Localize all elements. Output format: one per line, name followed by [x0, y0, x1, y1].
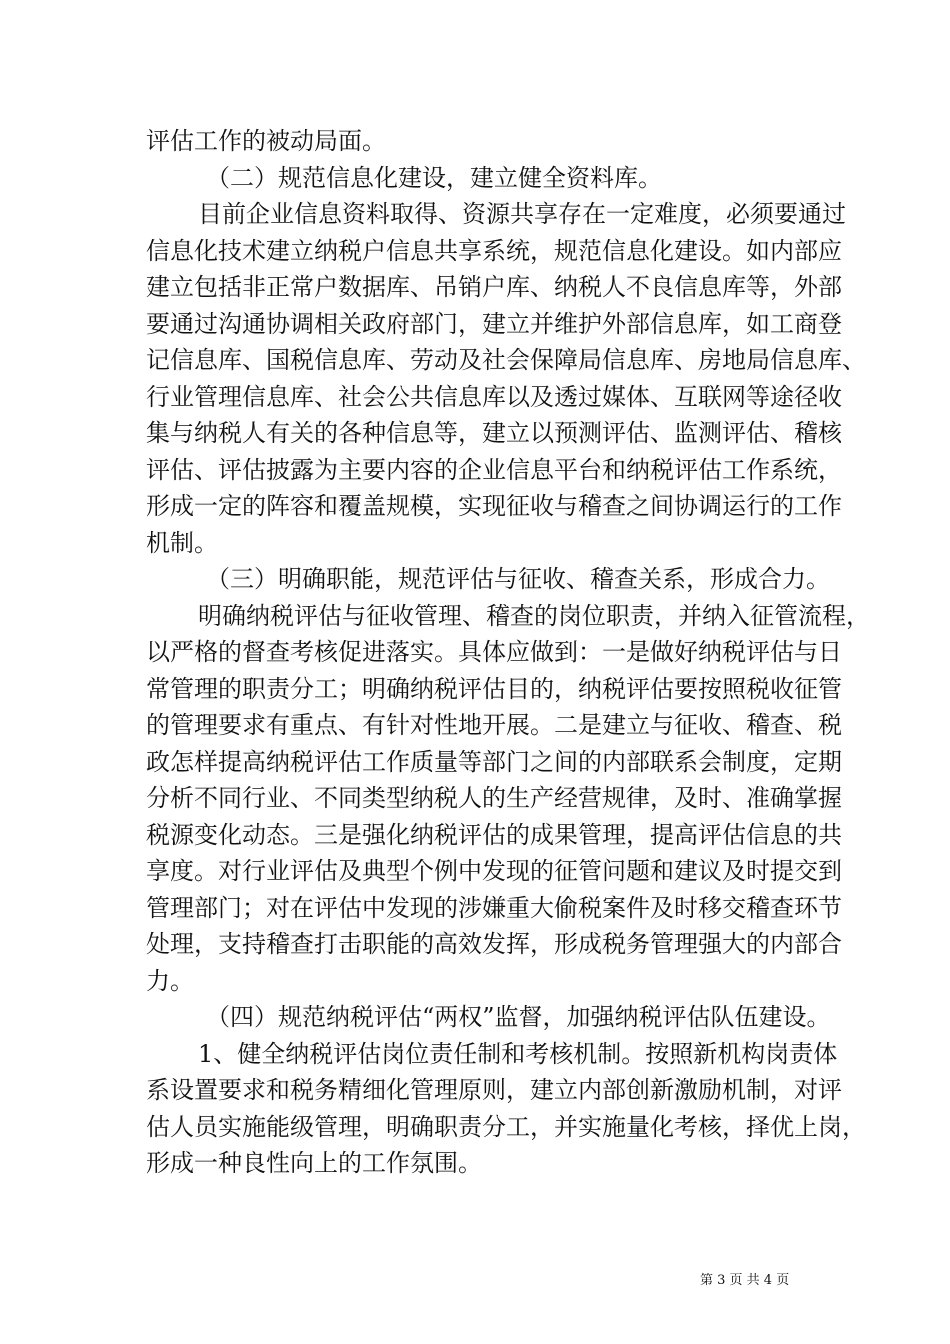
text-line: 集与纳税人有关的各种信息等，建立以预测评估、监测评估、稽核 [146, 419, 842, 447]
text-line: 评估、评估披露为主要内容的企业信息平台和纳税评估工作系统， [146, 456, 842, 484]
text-line: 政怎样提高纳税评估工作质量等部门之间的内部联系会制度，定期 [146, 748, 842, 776]
text-line: 评估工作的被动局面。 [146, 127, 386, 155]
text-line: 形成一种良性向上的工作氛围。 [146, 1149, 482, 1177]
text-line: 要通过沟通协调相关政府部门，建立并维护外部信息库，如工商登 [146, 310, 842, 338]
text-line: 1、健全纳税评估岗位责任制和考核机制。按照新机构岗责体 [198, 1040, 838, 1068]
text-line: 机制。 [146, 529, 218, 557]
text-line: 记信息库、国税信息库、劳动及社会保障局信息库、房地局信息库、 [146, 346, 866, 374]
section-heading: （二）规范信息化建设，建立健全资料库。 [206, 164, 662, 192]
text-line: 形成一定的阵容和覆盖规模，实现征收与稽查之间协调运行的工作 [146, 492, 842, 520]
text-line: 力。 [146, 967, 194, 995]
text-line: 目前企业信息资料取得、资源共享存在一定难度，必须要通过 [198, 200, 846, 228]
text-line: 享度。对行业评估及典型个例中发现的征管问题和建议及时提交到 [146, 857, 842, 885]
section-heading: （三）明确职能，规范评估与征收、稽查关系，形成合力。 [206, 565, 830, 593]
text-line: 的管理要求有重点、有针对性地开展。二是建立与征收、稽查、税 [146, 711, 842, 739]
page-number: 第 3 页 共 4 页 [700, 1273, 790, 1288]
text-line: 行业管理信息库、社会公共信息库以及透过媒体、互联网等途径收 [146, 383, 842, 411]
text-line: 估人员实施能级管理，明确职责分工，并实施量化考核，择优上岗， [146, 1113, 866, 1141]
text-line: 分析不同行业、不同类型纳税人的生产经营规律，及时、准确掌握 [146, 784, 842, 812]
text-line: 税源变化动态。三是强化纳税评估的成果管理，提高评估信息的共 [146, 821, 842, 849]
text-line: 以严格的督查考核促进落实。具体应做到：一是做好纳税评估与日 [146, 638, 842, 666]
text-line: 建立包括非正常户数据库、吊销户库、纳税人不良信息库等，外部 [146, 273, 842, 301]
text-line: 明确纳税评估与征收管理、稽查的岗位职责，并纳入征管流程， [198, 602, 870, 630]
section-heading: （四）规范纳税评估“两权”监督，加强纳税评估队伍建设。 [206, 1003, 831, 1031]
text-line: 管理部门；对在评估中发现的涉嫌重大偷税案件及时移交稽查环节 [146, 894, 842, 922]
text-line: 处理，支持稽查打击职能的高效发挥，形成税务管理强大的内部合 [146, 930, 842, 958]
text-line: 系设置要求和税务精细化管理原则，建立内部创新激励机制，对评 [146, 1076, 842, 1104]
text-line: 信息化技术建立纳税户信息共享系统，规范信息化建设。如内部应 [146, 237, 842, 265]
text-line: 常管理的职责分工；明确纳税评估目的，纳税评估要按照税收征管 [146, 675, 842, 703]
